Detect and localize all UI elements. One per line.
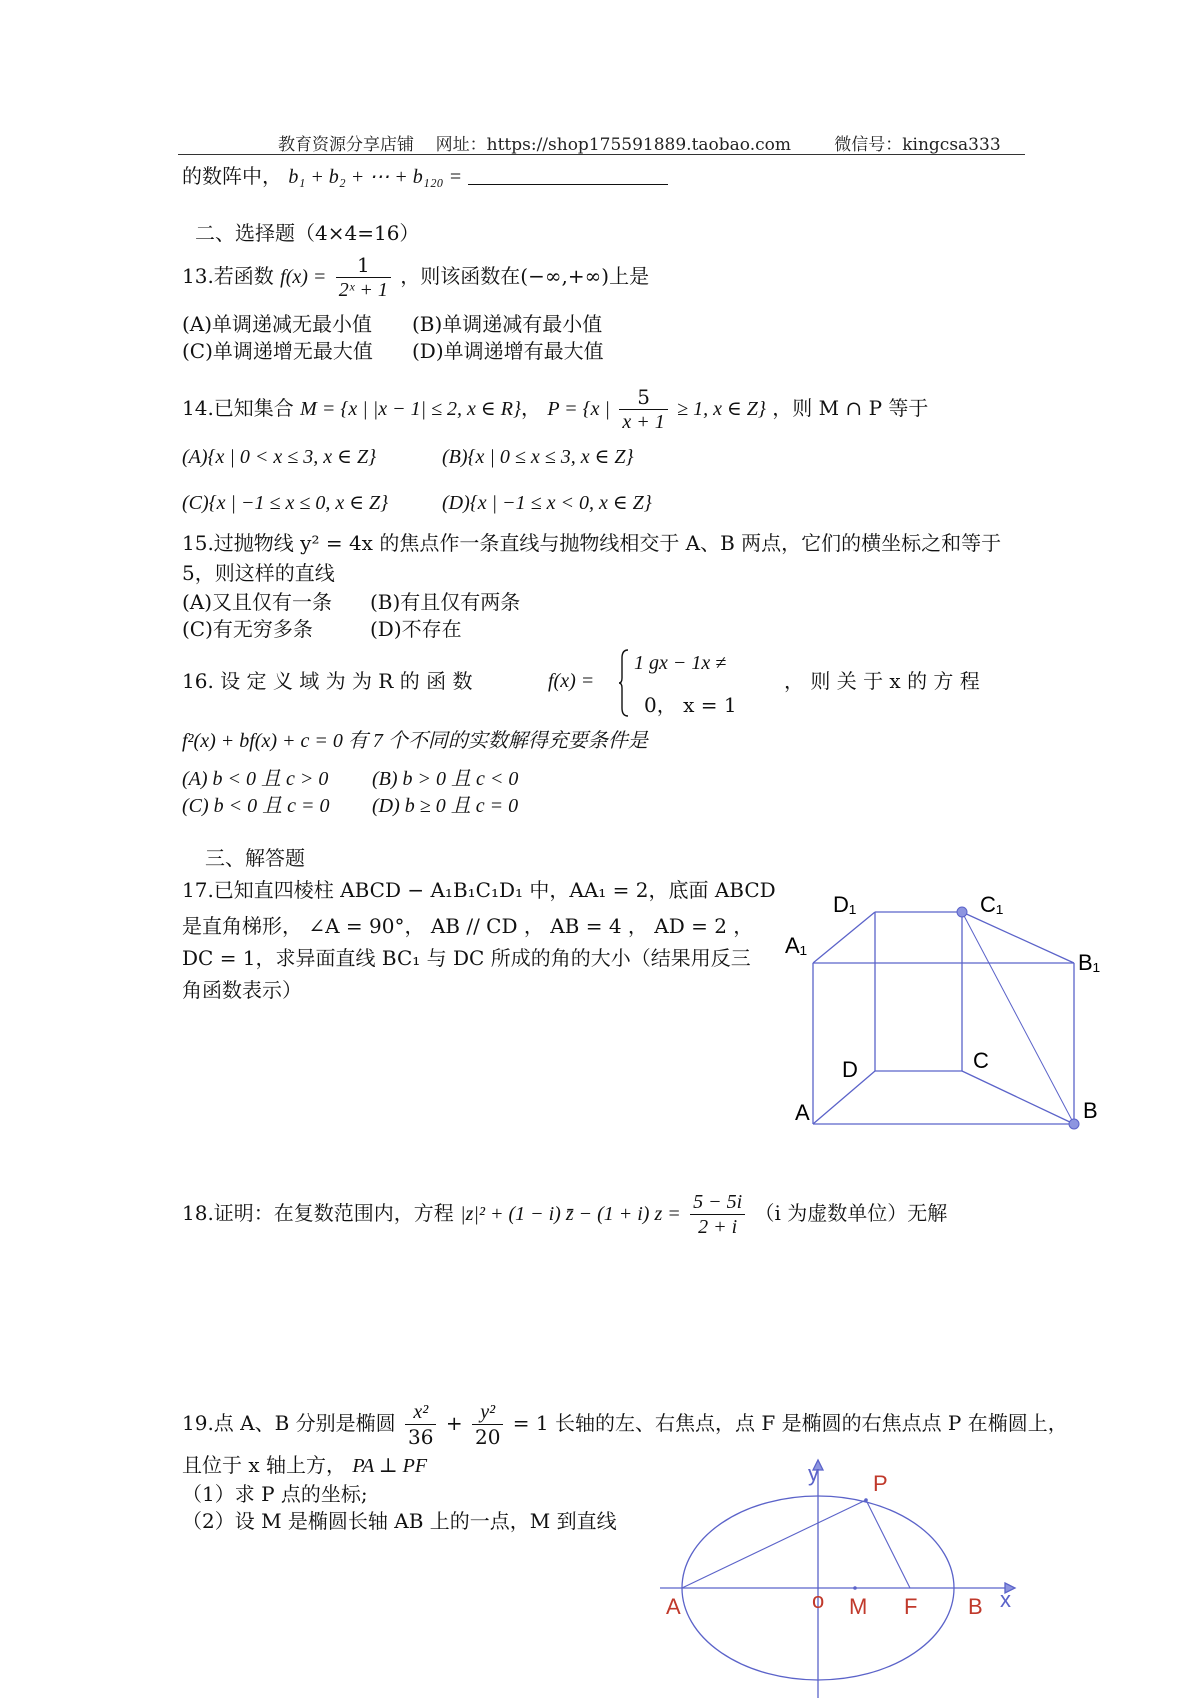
- q14-option-c: (C){x | −1 ≤ x ≤ 0, x ∈ Z}: [182, 492, 389, 514]
- segment-pf: [866, 1500, 910, 1588]
- q16-line-2: f²(x) + bf(x) + c = 0 有 7 个不同的实数解得充要条件是: [182, 730, 648, 752]
- q18-fraction: $\frac{5 - 5i}{2 + i}$: [690, 1190, 745, 1239]
- q16-option-c: (C) b < 0 且 c = 0: [182, 795, 330, 817]
- q16-case-2: 0， x = 1: [644, 693, 737, 717]
- label-p: P: [873, 1471, 888, 1496]
- label-d1: D₁: [833, 892, 857, 917]
- label-b: B: [1083, 1098, 1098, 1123]
- question-19: 19.点 A、B 分别是椭圆 $\frac{\text{x²}}{36}$ + $\frac{\text{y²}}{20}$ = 1 长轴的左、右焦点，点 F 是椭圆的右焦点点 P 在椭圆上，: [182, 1401, 1068, 1449]
- section-3-title: 三、解答题: [205, 846, 305, 870]
- point-m-marker: [853, 1586, 857, 1590]
- q17-line-3: DC = 1，求异面直线 BC₁ 与 DC 所成的角的大小（结果用反三: [182, 946, 751, 970]
- q16-option-a: (A) b < 0 且 c > 0: [182, 768, 329, 790]
- q19-part-2: （2）设 M 是椭圆长轴 AB 上的一点，M 到直线: [182, 1509, 617, 1533]
- label-a: A: [795, 1100, 810, 1125]
- header-wechat: 微信号：kingcsa333: [834, 135, 1001, 155]
- section-2-title: 二、选择题（4×4=16）: [195, 221, 420, 245]
- label-y: y: [808, 1461, 819, 1486]
- q15-option-a: (A)又且仅有一条: [182, 590, 333, 614]
- q12-sum: b₁ + b₂ + ⋯ + b₁₂₀ =: [288, 166, 463, 188]
- q16-option-d: (D) b ≥ 0 且 c = 0: [372, 795, 519, 817]
- q13-option-d: (D)单调递增有最大值: [412, 339, 604, 363]
- header-url: 网址：https://shop175591889.taobao.com: [435, 135, 791, 155]
- ellipse-figure: [650, 1455, 1040, 1698]
- question-14: 14.已知集合 M = {x | |x − 1| ≤ 2, x ∈ R}， P = {x | $\frac{5}{x + 1}$ ≥ 1, x ∈ Z} ，则 M ∩ P 等于: [182, 385, 929, 433]
- question-13: 13.若函数 f(x) = $\frac{1}{\text{2ˣ + 1}}$ ，则该函数在(−∞,+∞)上是: [182, 253, 650, 301]
- answer-blank: [468, 166, 668, 185]
- label-a: A: [666, 1594, 681, 1619]
- q15-line-2: 5，则这样的直线: [182, 561, 335, 585]
- label-b1: B₁: [1078, 950, 1101, 975]
- label-c: C: [973, 1048, 989, 1073]
- label-d: D: [842, 1057, 858, 1082]
- q14-option-b: (B){x | 0 ≤ x ≤ 3, x ∈ Z}: [442, 446, 634, 468]
- q15-option-d: (D)不存在: [370, 617, 462, 641]
- q15-line-1: 15.过抛物线 y² = 4x 的焦点作一条直线与抛物线相交于 A、B 两点，它们的横坐标之和等于: [182, 531, 1002, 555]
- question-18: 18.证明：在复数范围内，方程 |z|² + (1 − i) z̄ − (1 + i) z = $\frac{5 - 5i}{2 + i}$ （i 为虚数单位）无解: [182, 1191, 948, 1238]
- q13-fraction: $\frac{1}{\text{2ˣ + 1}}$: [336, 253, 391, 302]
- brace-glyph: [618, 648, 630, 718]
- point-c1-marker: [957, 907, 967, 917]
- prism-figure: [780, 880, 1120, 1140]
- q17-line-2: 是直角梯形， ∠A = 90°， AB // CD ， AB = 4 ， AD = 2 ，: [182, 914, 754, 938]
- q16-option-b: (B) b > 0 且 c < 0: [372, 768, 519, 790]
- q13-option-a: (A)单调递减无最小值: [182, 312, 373, 336]
- q19-fraction-y: $\frac{\text{y²}}{20}$: [472, 1400, 503, 1449]
- q16-case-1: 1 gx − 1x ≠: [634, 652, 727, 674]
- q12-tail: 的数阵中， b₁ + b₂ + ⋯ + b₁₂₀ =: [182, 163, 668, 190]
- q16-prefix: 16. 设 定 义 域 为 为 R 的 函 数: [182, 669, 473, 693]
- header-shop: 教育资源分享店铺: [278, 135, 414, 155]
- q14-option-a: (A){x | 0 < x ≤ 3, x ∈ Z}: [182, 446, 377, 468]
- point-b-marker: [1069, 1119, 1079, 1129]
- label-f: F: [904, 1594, 918, 1619]
- header-rule: [178, 154, 1025, 155]
- prism-edges: [813, 912, 1074, 1124]
- q15-option-c: (C)有无穷多条: [182, 617, 313, 641]
- q19-line-2: 且位于 x 轴上方， PA ⊥ PF: [182, 1453, 428, 1477]
- point-p-marker: [864, 1498, 868, 1502]
- page-header: [278, 130, 1001, 155]
- q19-part-1: （1）求 P 点的坐标;: [182, 1482, 368, 1506]
- q17-line-4: 角函数表示）: [182, 978, 302, 1002]
- label-o: o: [812, 1588, 825, 1613]
- q15-option-b: (B)有且仅有两条: [370, 590, 521, 614]
- label-c1: C₁: [980, 892, 1004, 917]
- q17-line-1: 17.已知直四棱柱 ABCD − A₁B₁C₁D₁ 中，AA₁ = 2，底面 ABCD: [182, 878, 776, 902]
- label-m: M: [849, 1594, 868, 1619]
- q14-option-d: (D){x | −1 ≤ x < 0, x ∈ Z}: [442, 492, 652, 514]
- label-x: x: [1000, 1587, 1011, 1612]
- segment-pa: [682, 1500, 866, 1588]
- label-a1: A₁: [785, 933, 808, 958]
- label-b: B: [968, 1594, 983, 1619]
- q16-func: f(x) =: [548, 670, 595, 692]
- q14-fraction: $\frac{5}{x + 1}$: [619, 385, 667, 434]
- q16-brace: [618, 648, 630, 718]
- q16-suffix: ， 则 关 于 x 的 方 程: [784, 669, 980, 693]
- q19-fraction-x: $\frac{\text{x²}}{36}$: [405, 1400, 436, 1449]
- q13-option-b: (B)单调递减有最小值: [412, 312, 603, 336]
- q13-option-c: (C)单调递增无最大值: [182, 339, 373, 363]
